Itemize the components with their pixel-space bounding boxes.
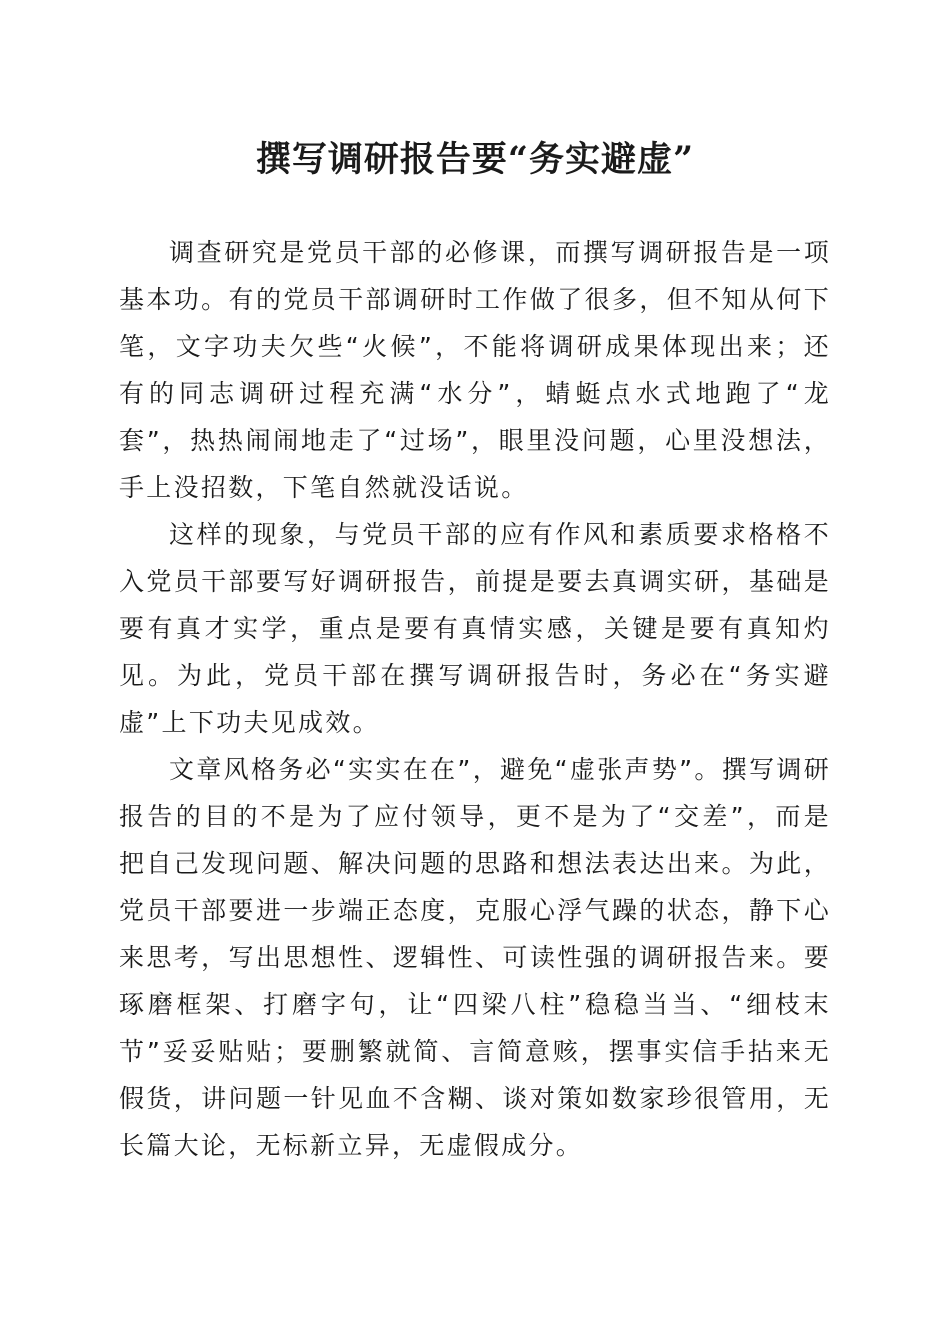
paragraph-1: 调查研究是党员干部的必修课，而撰写调研报告是一项基本功。有的党员干部调研时工作做了很多，但不知从何下笔，文字功夫欠些“火候”，不能将调研成果体现出来；还有的同志调研过程充满“水分”，蜻蜓点水式地跑了“龙套”，热热闹闹地走了“过场”，眼里没问题，心里没想法，手上没招数，下笔自然就没话说。 [119, 238, 831, 502]
document-body [119, 229, 831, 1169]
paragraph-2: 这样的现象，与党员干部的应有作风和素质要求格格不入党员干部要写好调研报告，前提是要去真调实研，基础是要有真才实学，重点是要有真情实感，关键是要有真知灼见。为此，党员干部在撰写调研报告时，务必在“务实避虚”上下功夫见成效。 [119, 520, 831, 737]
paragraph-3: 文章风格务必“实实在在”，避免“虚张声势”。撰写调研报告的目的不是为了应付领导，更不是为了“交差”，而是把自己发现问题、解决问题的思路和想法表达出来。为此，党员干部要进一步端正态度，克服心浮气躁的状态，静下心来思考，写出思想性、逻辑性、可读性强的调研报告来。要琢磨框架、打磨字句，让“四梁八柱”稳稳当当、“细枝末节”妥妥贴贴；要删繁就简、言简意赅，摆事实信手拈来无假货，讲问题一针见血不含糊、谈对策如数家珍很管用，无长篇大论，无标新立异，无虚假成分。 [119, 755, 831, 1160]
document-title: 撰写调研报告要“务实避虚” [255, 139, 695, 180]
